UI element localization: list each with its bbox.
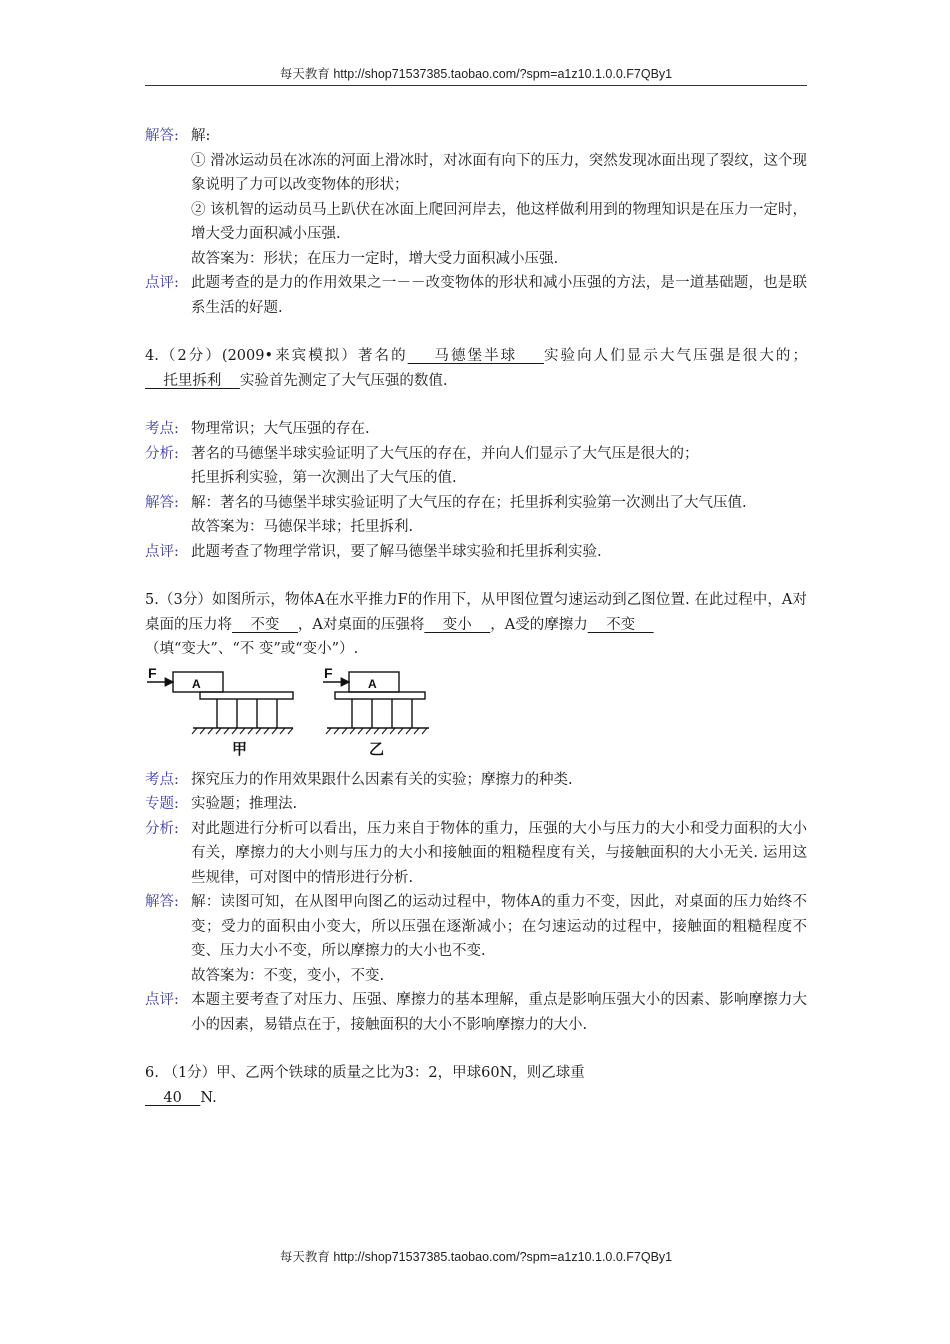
q4-blank-1: 马德堡半球 bbox=[407, 348, 544, 364]
q5-figure bbox=[145, 664, 807, 762]
q5-dianping: 本题主要考查了对压力、压强、摩擦力的基本理解，重点是影响压强大小的因素、影响摩擦力大小的因素，易错点在于，接触面积的大小不影响摩擦力的大小. bbox=[191, 992, 807, 1033]
q3-jieda-line1: ① 滑冰运动员在冰冻的河面上滑冰时，对冰面有向下的压力，突然发现冰面出现了裂纹，这个现象说明了力可以改变物体的形状； bbox=[191, 152, 807, 193]
q5-jieda: 解：读图可知，在从图甲向图乙的运动过程中，物体A的重力不变，因此，对桌面的压力始终不变；受力的面积由小变大，所以压强在逐渐减小；在匀速运动的过程中，接触面的粗糙程度不变、压力大小不变，所以摩擦力的大小也不变. bbox=[191, 894, 807, 959]
force-label: F bbox=[148, 664, 157, 681]
q4-stem-b: 实验向人们显示大气压强是很大的； bbox=[543, 348, 808, 364]
q5-jieda-row bbox=[145, 890, 807, 964]
q3-dianping: 此题考查的是力的作用效果之一－－改变物体的形状和减小压强的方法，是一道基础题，也是联系生活的好题. bbox=[191, 275, 807, 316]
ground-hatch bbox=[192, 728, 293, 734]
q4-fenxi-1: 著名的马德堡半球实验证明了大气压的存在，并向人们显示了大气压是很大的； bbox=[191, 445, 699, 462]
table-top bbox=[200, 692, 293, 699]
q3-dianping-row bbox=[145, 271, 807, 320]
q4-stem-a: 4.（2分）(2009•来宾模拟）著名的 bbox=[145, 348, 408, 364]
q5-stem-b: ，A对桌面的压强将 bbox=[297, 616, 425, 633]
q5-stem-d: （填“变大”、“不 变”或“变小”）. bbox=[145, 641, 359, 657]
q5-fenxi: 对此题进行分析可以看出，压力来自于物体的重力，压强的大小与压力的大小和受力面积的大小有关，摩擦力的大小则与压力的大小和接触面的粗糙程度有关，与接触面积的大小无关. 运用这些规律，可对图中的情形进行分析. bbox=[191, 820, 807, 886]
q5-blank-3: 不变 bbox=[587, 616, 654, 633]
q6-stem-text: 6. （1分）甲、乙两个铁球的质量之比为3：2，甲球60N，则乙球重 bbox=[145, 1065, 585, 1081]
q3-jieda-line2: ② 该机智的运动员马上趴伏在冰面上爬回河岸去，他这样做利用到的物理知识是在压力一定时，增大受力面积减小压强. bbox=[191, 201, 807, 242]
kaodian-label: 考点: bbox=[145, 771, 179, 788]
fenxi-label: 分析: bbox=[145, 820, 179, 837]
q6-blank: 40 bbox=[145, 1089, 201, 1106]
q5-kaodian: 探究压力的作用效果跟什么因素有关的实验；摩擦力的种类. bbox=[191, 771, 573, 788]
figure-yi bbox=[323, 665, 429, 758]
q4-fenxi-row bbox=[145, 442, 807, 467]
fenxi-label: 分析: bbox=[145, 445, 179, 462]
caption-jia: 甲 bbox=[232, 739, 248, 758]
q4-fenxi-2: 托里拆利实验，第一次测出了大气压的值. bbox=[191, 470, 457, 486]
q5-stem-a: 5.（3分）如图所示，物体A在水平推力F的作用下，从甲图位置匀速运动到乙图位置. 在此过程中，A对桌面的压力将 bbox=[145, 592, 807, 633]
q4-jieda: 解：著名的马德堡半球实验证明了大气压的存在；托里拆利实验第一次测出了大气压值. bbox=[191, 494, 747, 511]
q4-dianping-row bbox=[145, 540, 807, 565]
dianping-label: 点评: bbox=[145, 275, 179, 291]
figure-jia bbox=[147, 665, 293, 758]
q3-answer: 故答案为：形状；在压力一定时，增大受力面积减小压强. bbox=[191, 250, 559, 267]
page-header: 每天教育 http://shop71537385.taobao.com/?spm=a1z10.1.0.0.F7QBy1 bbox=[279, 67, 673, 81]
dianping-label: 点评: bbox=[145, 992, 179, 1008]
ground-hatch bbox=[326, 728, 427, 734]
q4-kaodian: 物理常识；大气压强的存在. bbox=[191, 421, 370, 437]
q4-stem bbox=[145, 344, 807, 393]
q4-stem-c: 实验首先测定了大气压强的数值. bbox=[239, 372, 448, 389]
jieda-label: 解答: bbox=[145, 128, 179, 144]
jieda-label: 解答: bbox=[145, 894, 179, 910]
q3-jieda-row bbox=[145, 124, 807, 149]
zhuanti-label: 专题: bbox=[145, 796, 179, 812]
table-top bbox=[335, 692, 425, 699]
q6-unit: N. bbox=[200, 1089, 217, 1106]
force-label: F bbox=[324, 664, 333, 681]
jieda-label: 解答: bbox=[145, 494, 179, 511]
q5-fenxi-row bbox=[145, 817, 807, 891]
q5-stem-c: ，A受的摩擦力 bbox=[490, 616, 588, 633]
q4-jieda-row bbox=[145, 491, 807, 516]
block-a-label: A bbox=[368, 676, 377, 691]
q5-dianping-row bbox=[145, 988, 807, 1037]
block-a-label: A bbox=[192, 676, 201, 691]
q4-blank-2: 托里拆利 bbox=[145, 372, 240, 389]
q4-answer: 故答案为：马德保半球；托里拆利. bbox=[191, 519, 414, 535]
q3-jieda-head: 解: bbox=[191, 128, 211, 144]
kaodian-label: 考点: bbox=[145, 421, 179, 437]
dianping-label: 点评: bbox=[145, 543, 179, 560]
caption-yi: 乙 bbox=[369, 739, 385, 758]
q6-stem bbox=[145, 1061, 807, 1110]
q5-blank-2: 变小 bbox=[424, 616, 491, 633]
header-rule bbox=[145, 85, 807, 86]
q5-kaodian-row bbox=[145, 768, 807, 793]
q5-stem bbox=[145, 588, 807, 662]
q5-zhuanti-row bbox=[145, 792, 807, 817]
q5-zhuanti: 实验题；推理法. bbox=[191, 796, 298, 812]
q5-blank-1: 不变 bbox=[232, 616, 298, 633]
document-body bbox=[145, 124, 807, 1110]
q4-dianping: 此题考查了物理学常识，要了解马德堡半球实验和托里拆利实验. bbox=[191, 543, 602, 560]
q5-answer: 故答案为：不变，变小，不变. bbox=[191, 967, 385, 984]
q5-figure-svg bbox=[145, 664, 445, 762]
page-footer: 每天教育 http://shop71537385.taobao.com/?spm=a1z10.1.0.0.F7QBy1 bbox=[279, 1250, 673, 1264]
q4-kaodian-row bbox=[145, 417, 807, 442]
